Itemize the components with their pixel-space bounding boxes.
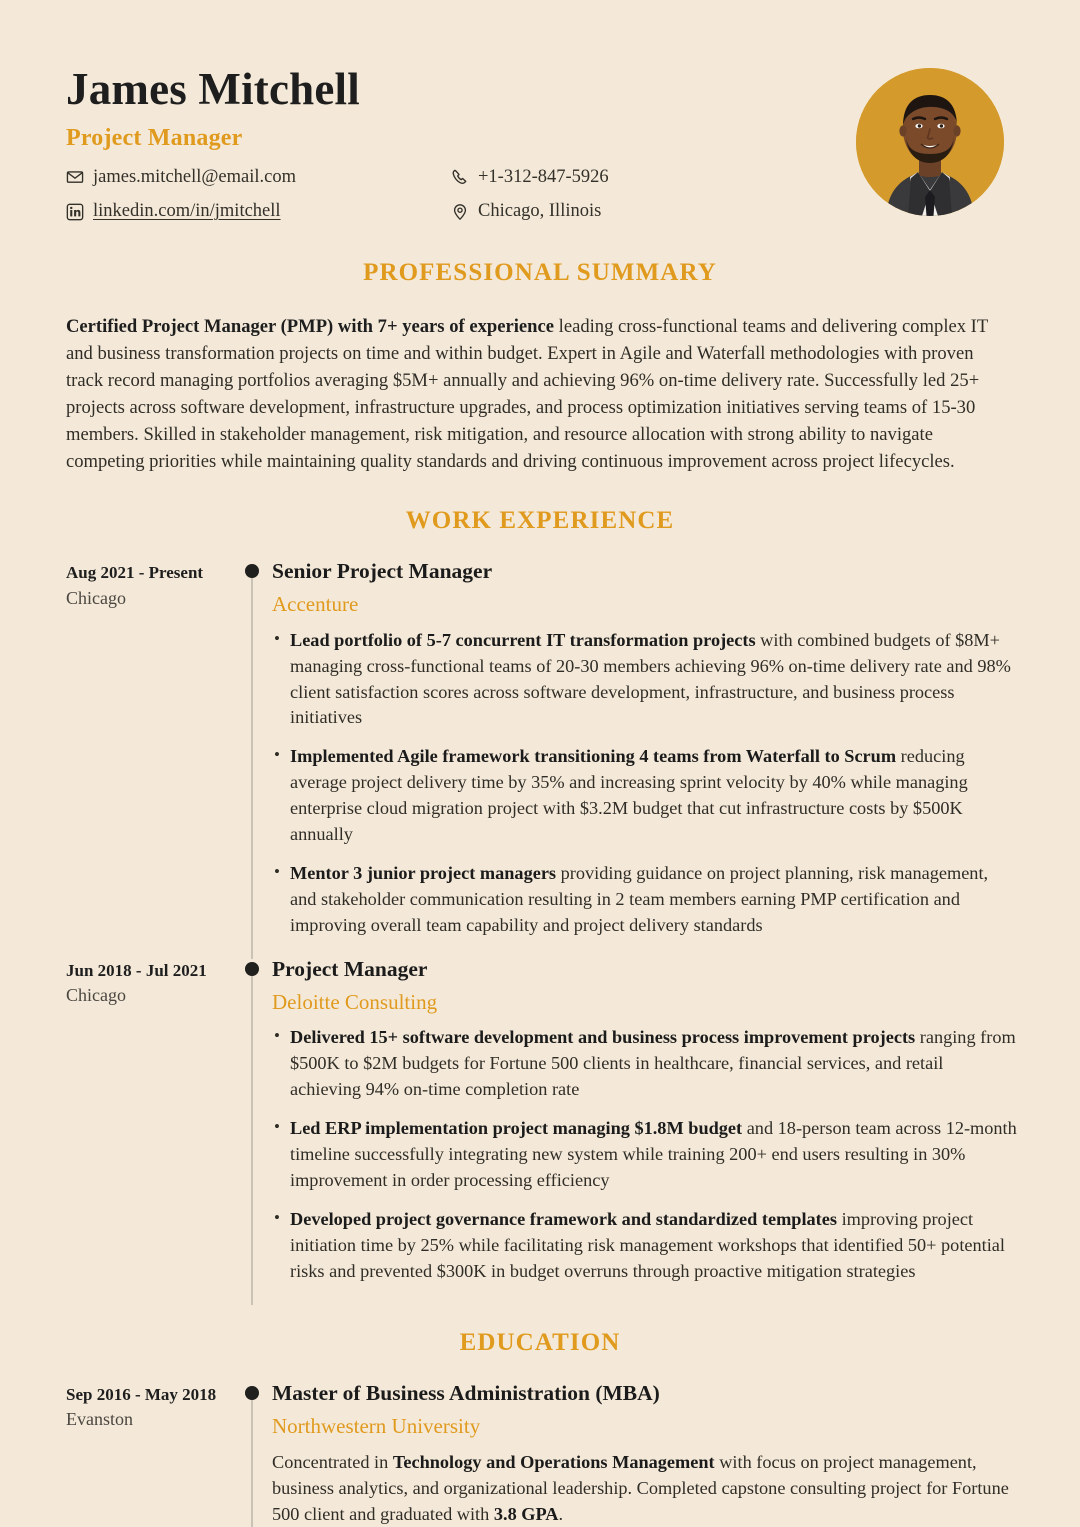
avatar <box>856 68 1004 216</box>
bullet-item: • Led ERP implementation project managing $1.8M budget and 18-person team across 12-month timeline successfully integrating new system while training 200+ end users resulting in 30% improvement in order processing efficiency <box>272 1116 1018 1194</box>
phone-icon <box>451 168 469 186</box>
avatar-photo <box>856 68 1004 216</box>
avatar-illustration <box>856 68 1004 216</box>
education-entry-list <box>0 1381 1080 1527</box>
section-education <box>0 1329 1080 1527</box>
entry-content <box>272 957 1018 1303</box>
section-professional-summary <box>0 259 1080 476</box>
entry-location: Chicago <box>66 587 126 608</box>
entry-company-name: Deloitte Consulting <box>272 990 438 1015</box>
candidate-job-title: Project Manager <box>66 125 243 152</box>
timeline-dot-icon <box>245 962 259 976</box>
candidate-name: James Mitchell <box>66 64 360 114</box>
education-entry <box>0 1381 1080 1527</box>
resume-header <box>0 0 1080 223</box>
entry-content <box>272 559 1018 957</box>
experience-entry <box>0 957 1080 1303</box>
section-title-education: EDUCATION <box>459 1329 621 1357</box>
entry-school-name: Northwestern University <box>272 1413 481 1438</box>
entry-date-range: Aug 2021 - Present <box>66 563 204 583</box>
envelope-icon <box>66 168 84 186</box>
bullet-item: • Developed project governance framework and standardized templates improving project initiation time by 25% while facilitating risk management workshops that identified 50+ potential risks and prevented $300K in budget overruns through proactive mitigation strategies <box>272 1207 1018 1285</box>
location-pin-icon <box>451 203 469 221</box>
bullet-item: • Implemented Agile framework transitioning 4 teams from Waterfall to Scrum reducing average project delivery time by 35% and increasing sprint velocity by 40% while managing enterprise cloud migration project with $3.2M budget that cut infrastructure costs by $500K annually <box>272 744 1018 848</box>
contact-location-label: Chicago, Illinois <box>478 201 602 222</box>
contact-info-grid <box>66 166 856 222</box>
entry-job-title: Project Manager <box>272 957 428 982</box>
contact-email-label: james.mitchell@email.com <box>93 167 297 188</box>
entry-description: Concentrated in Technology and Operations Management with focus on project management, business analytics, and organizational leadership. Completed capstone consulting project for Fortune 500 client and graduated with 3.8 GPA. <box>272 1452 1009 1525</box>
entry-date-column <box>66 957 238 1007</box>
entry-content <box>272 1381 1018 1527</box>
entry-date-column <box>66 559 238 609</box>
entry-date-range: Sep 2016 - May 2018 <box>66 1385 217 1405</box>
summary-body: Certified Project Manager (PMP) with 7+ years of experience leading cross-functional teams and delivering complex IT and business transformation projects on time and within budget. Expert in Agile and Waterfall methodologies with proven track record managing portfolios averaging $5M+ annually and achieving 96% on-time delivery rate. Successfully led 25+ projects across software development, infrastructure upgrades, and process optimization initiatives serving teams of 15-30 members. Skilled in stakeholder management, risk mitigation, and resource allocation with strong ability to navigate competing priorities while maintaining quality standards and driving continuous improvement across project lifecycles. <box>66 315 988 473</box>
contact-linkedin[interactable] <box>66 200 451 222</box>
contact-phone-label: +1-312-847-5926 <box>478 167 609 188</box>
contact-email[interactable] <box>66 166 451 188</box>
header-text-block <box>66 62 856 223</box>
section-work-experience <box>0 507 1080 1303</box>
entry-bullet-list <box>272 628 1018 940</box>
entry-date-range: Jun 2018 - Jul 2021 <box>66 961 207 981</box>
experience-entry-list <box>0 559 1080 1303</box>
entry-job-title: Senior Project Manager <box>272 559 493 584</box>
timeline-dot-icon <box>245 564 259 578</box>
entry-bullet-list <box>272 1025 1018 1285</box>
section-title-summary: PROFESSIONAL SUMMARY <box>363 258 717 286</box>
entry-company-name: Accenture <box>272 592 359 617</box>
timeline-line <box>251 1391 253 1527</box>
contact-phone[interactable] <box>451 166 856 188</box>
timeline-dot-icon <box>245 1386 259 1400</box>
entry-date-column <box>66 1381 238 1431</box>
entry-location: Evanston <box>66 1409 133 1430</box>
contact-linkedin-label: linkedin.com/in/jmitchell <box>93 201 281 222</box>
timeline-line <box>251 569 253 959</box>
timeline-line <box>251 967 253 1305</box>
bullet-item: • Lead portfolio of 5-7 concurrent IT transformation projects with combined budgets of $8M+ managing cross-functional teams of 20-30 members achieving 96% on-time delivery rate and 98% client satisfaction scores across software development, infrastructure, and business process initiatives <box>272 628 1018 732</box>
section-title-work-experience: WORK EXPERIENCE <box>405 507 675 535</box>
timeline-rail <box>238 559 272 957</box>
bullet-item: • Mentor 3 junior project managers providing guidance on project planning, risk management, and stakeholder communication resulting in 2 team members earning PMP certification and improving overall team capability and project delivery standards <box>272 861 1018 939</box>
linkedin-icon <box>66 203 84 221</box>
experience-entry <box>0 559 1080 957</box>
timeline-rail <box>238 1381 272 1527</box>
entry-location: Chicago <box>66 985 126 1006</box>
entry-degree-title: Master of Business Administration (MBA) <box>272 1381 660 1406</box>
bullet-item: • Delivered 15+ software development and business process improvement projects ranging from $500K to $2M budgets for Fortune 500 clients in healthcare, financial services, and retail achieving 94% on-time completion rate <box>272 1025 1018 1103</box>
contact-location <box>451 200 856 222</box>
timeline-rail <box>238 957 272 1303</box>
